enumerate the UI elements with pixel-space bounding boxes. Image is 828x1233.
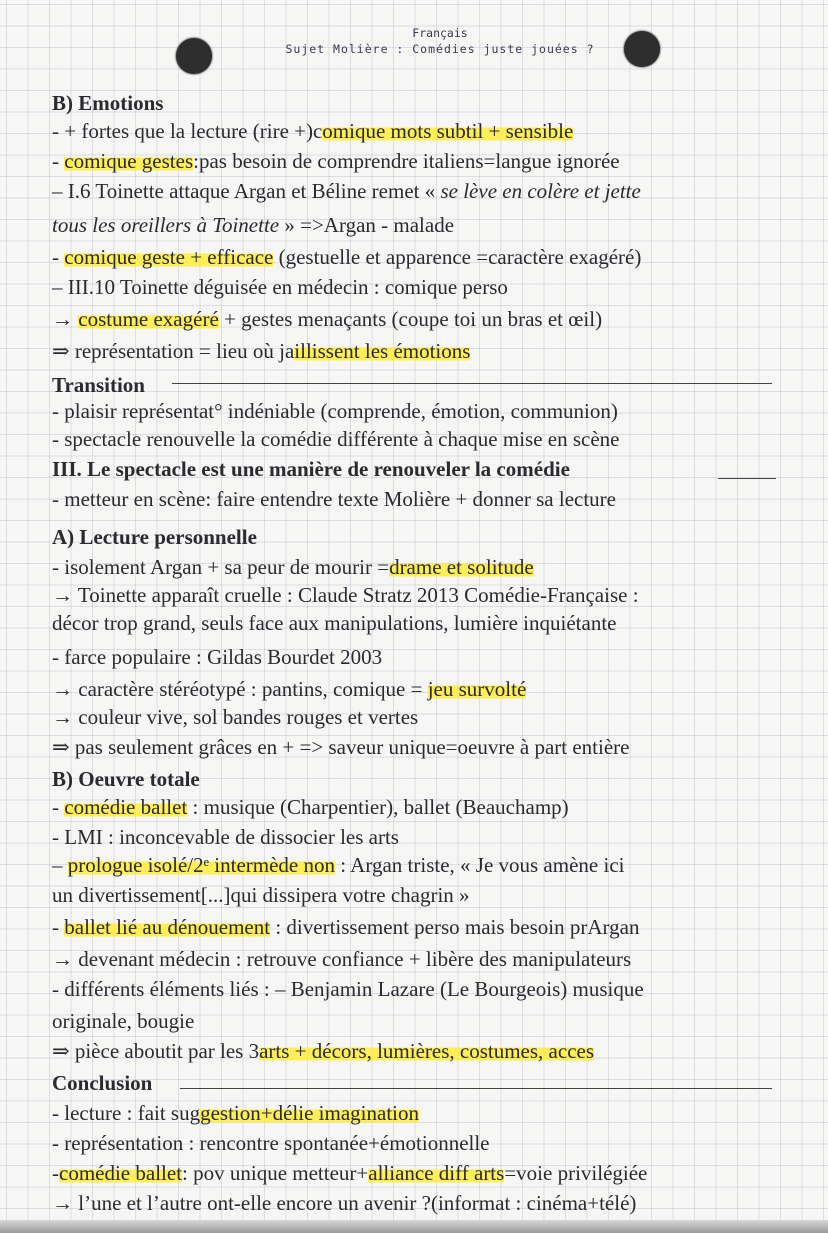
note-text: originale, bougie — [52, 1009, 195, 1033]
note-line — [52, 582, 639, 608]
note-text: (gestuelle et apparence =caractère exagéré) — [273, 245, 642, 269]
note-line — [52, 976, 644, 1002]
note-text: - isolement Argan + sa peur de mourir = — [52, 555, 390, 579]
note-line — [52, 1070, 152, 1096]
note-text: - — [52, 915, 65, 939]
note-line — [52, 644, 382, 670]
note-text: → Toinette apparaît cruelle : Claude Stratz 2013 Comédie-Française : — [52, 583, 639, 607]
note-text: - représentation : rencontre spontanée+émotionnelle — [52, 1131, 490, 1155]
note-text: – — [52, 853, 68, 877]
note-line — [52, 148, 620, 174]
transition-rule — [172, 383, 772, 384]
note-text: un divertissement[...]qui dissipera votre chagrin » — [52, 883, 470, 907]
note-line — [52, 824, 399, 850]
note-line — [52, 914, 639, 940]
note-line — [52, 946, 631, 972]
note-text: ⇒ pièce aboutit par les 3 — [52, 1039, 260, 1063]
note-text: :pas besoin de comprendre italiens=langue ignorée — [193, 149, 620, 173]
note-text: → l’une et l’autre ont-elle encore un avenir ?(informat : cinéma+télé) — [52, 1191, 637, 1215]
heading-text: Conclusion — [52, 1071, 153, 1095]
note-line — [52, 882, 470, 908]
note-line — [52, 90, 163, 116]
note-line — [52, 372, 145, 398]
note-line — [52, 610, 616, 636]
note-text: - metteur en scène: faire entendre texte Molière + donner sa lecture — [52, 487, 616, 511]
section-rule — [718, 478, 776, 479]
heading-text: A) Lecture personnelle — [52, 525, 257, 549]
note-text: ⇒ représentation = lieu où ja — [52, 339, 295, 363]
note-line — [52, 794, 569, 820]
note-text: – I.6 Toinette attaque Argan et Béline remet « — [52, 179, 441, 203]
note-text: : pov unique metteur+ — [182, 1161, 369, 1185]
heading-text: B) Oeuvre totale — [52, 767, 200, 791]
header-subject: Français — [412, 26, 468, 40]
note-line — [52, 1190, 636, 1216]
note-line — [52, 524, 257, 550]
note-line — [52, 306, 602, 332]
highlighted-text: drame et solitude — [389, 555, 534, 579]
note-text: - plaisir représentat° indéniable (comprende, émotion, communion) — [52, 399, 618, 423]
note-text: - lecture : fait sug — [52, 1101, 201, 1125]
note-text: =voie privilégiée — [504, 1161, 648, 1185]
highlighted-text: costume exagéré — [78, 307, 219, 331]
note-line — [52, 734, 630, 760]
highlighted-text: comédie ballet — [64, 795, 188, 819]
note-line — [52, 766, 200, 792]
note-line — [52, 704, 418, 730]
header-topic: Sujet Molière : Comédies juste jouées ? — [285, 42, 595, 56]
note-text: + gestes menaçants (coupe toi un bras et œil) — [218, 307, 603, 331]
note-text: → caractère stéréotypé : pantins, comique = — [52, 677, 428, 701]
highlighted-text: prologue isolé/2ᵉ intermède non — [67, 853, 335, 877]
note-line — [52, 426, 619, 452]
highlighted-text: gestion+délie imagination — [200, 1101, 419, 1125]
note-text: » =>Argan - malade — [279, 213, 455, 237]
note-text: → devenant médecin : retrouve confiance + libère des manipulateurs — [52, 947, 632, 971]
note-line — [52, 1160, 647, 1186]
note-line — [52, 178, 641, 204]
punch-hole-left — [176, 38, 212, 74]
note-text: : musique (Charpentier), ballet (Beauchamp) — [187, 795, 569, 819]
highlighted-text: omique mots subtil + sensible — [322, 119, 574, 143]
note-line — [52, 274, 508, 300]
note-text: - — [52, 795, 65, 819]
page-bottom-edge — [0, 1220, 828, 1233]
highlighted-text: ballet lié au dénouement — [64, 915, 271, 939]
note-line — [52, 456, 570, 482]
note-text: - LMI : inconcevable de dissocier les arts — [52, 825, 399, 849]
note-line — [52, 398, 618, 424]
highlighted-text: comique geste + efficace — [64, 245, 274, 269]
note-text: : Argan triste, « Je vous amène ici — [335, 853, 625, 877]
note-line — [52, 1038, 594, 1064]
note-text: décor trop grand, seuls face aux manipulations, lumière inquiétante — [52, 611, 617, 635]
note-text: → — [52, 307, 79, 331]
highlighted-text: comédie ballet — [59, 1161, 183, 1185]
note-text: → couleur vive, sol bandes rouges et vertes — [52, 705, 419, 729]
note-text: - — [52, 149, 65, 173]
highlighted-text: comique gestes — [64, 149, 194, 173]
note-line — [52, 554, 534, 580]
note-text: - différents éléments liés : – Benjamin Lazare (Le Bourgeois) musique — [52, 977, 644, 1001]
highlighted-text: illissent les émotions — [294, 339, 471, 363]
note-text: - + fortes que la lecture (rire +)c — [52, 119, 323, 143]
note-text: tous les oreillers à Toinette — [52, 213, 280, 237]
note-text: : divertissement perso mais besoin prArgan — [270, 915, 640, 939]
note-line — [52, 1008, 194, 1034]
note-line — [52, 1130, 490, 1156]
heading-text: Transition — [52, 373, 145, 397]
note-text: se lève en colère et jette — [440, 179, 641, 203]
note-text: - farce populaire : Gildas Bourdet 2003 — [52, 645, 383, 669]
highlighted-text: jeu survolté — [427, 677, 527, 701]
highlighted-text: arts + décors, lumières, costumes, acces — [259, 1039, 595, 1063]
note-text: - — [52, 1161, 59, 1185]
note-text: - — [52, 245, 65, 269]
conclusion-rule — [180, 1088, 772, 1089]
note-line — [52, 486, 616, 512]
note-line — [52, 852, 624, 878]
heading-text: III. Le spectacle est une manière de renouveler la comédie — [52, 457, 570, 481]
note-line — [52, 1100, 419, 1126]
note-text: - spectacle renouvelle la comédie différente à chaque mise en scène — [52, 427, 620, 451]
heading-text: B) Emotions — [52, 91, 164, 115]
note-line — [52, 244, 641, 270]
note-text: ⇒ pas seulement grâces en + => saveur unique=oeuvre à part entière — [52, 735, 630, 759]
note-line — [52, 676, 526, 702]
note-line — [52, 212, 454, 238]
note-line — [52, 338, 470, 364]
note-text: – III.10 Toinette déguisée en médecin : comique perso — [52, 275, 508, 299]
highlighted-text: alliance diff arts — [368, 1161, 505, 1185]
note-line — [52, 118, 573, 144]
